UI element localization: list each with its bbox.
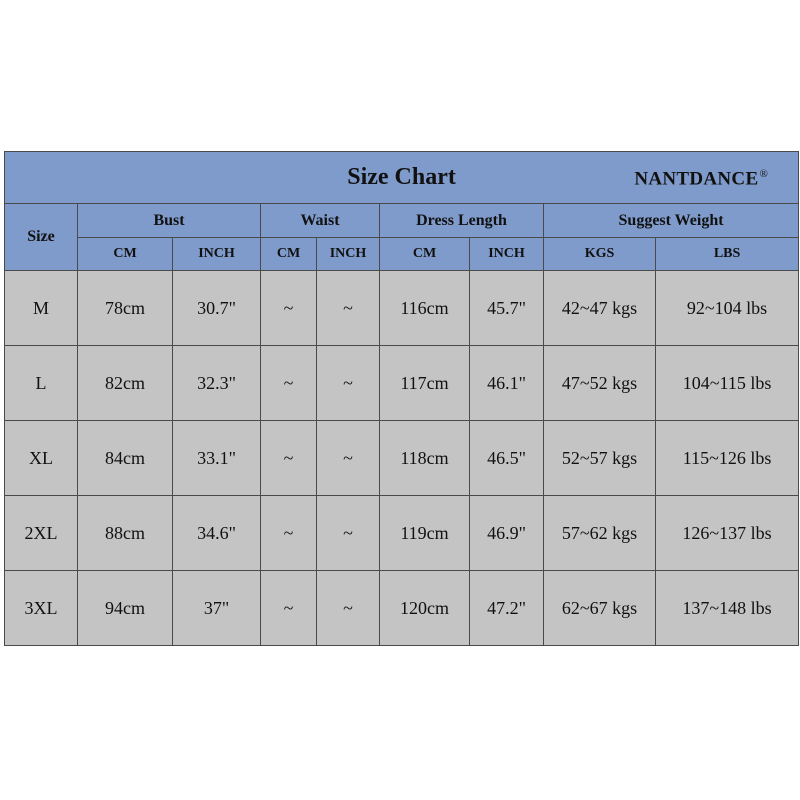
table-row bbox=[5, 496, 799, 571]
header-row bbox=[5, 204, 799, 238]
brand-logo bbox=[634, 168, 768, 190]
size-cell: 3XL bbox=[5, 571, 78, 646]
table-row bbox=[5, 271, 799, 346]
waist-cm-cell: ~ bbox=[261, 421, 317, 496]
table-row bbox=[5, 346, 799, 421]
waist-cm-cell: ~ bbox=[261, 496, 317, 571]
suggest-weight-header: Suggest Weight bbox=[544, 204, 799, 238]
waist-cm-cell: ~ bbox=[261, 271, 317, 346]
length-cm-cell: 117cm bbox=[380, 346, 470, 421]
size-cell: M bbox=[5, 271, 78, 346]
size-cell: L bbox=[5, 346, 78, 421]
waist-inch-cell: ~ bbox=[317, 571, 380, 646]
table-row bbox=[5, 571, 799, 646]
bust-cm-cell: 78cm bbox=[78, 271, 173, 346]
subheader-row bbox=[5, 238, 799, 271]
size-chart-table bbox=[4, 151, 799, 646]
bust-header: Bust bbox=[78, 204, 261, 238]
bust-cm-cell: 84cm bbox=[78, 421, 173, 496]
dress-length-header: Dress Length bbox=[380, 204, 544, 238]
length-inch-cell: 45.7" bbox=[470, 271, 544, 346]
size-rows bbox=[5, 271, 799, 646]
weight-lbs-header: LBS bbox=[656, 238, 799, 271]
bust-inch-cell: 37" bbox=[173, 571, 261, 646]
weight-kgs-cell: 52~57 kgs bbox=[544, 421, 656, 496]
table-row bbox=[5, 421, 799, 496]
waist-inch-cell: ~ bbox=[317, 421, 380, 496]
bust-inch-cell: 30.7" bbox=[173, 271, 261, 346]
bust-inch-header: INCH bbox=[173, 238, 261, 271]
bust-inch-cell: 33.1" bbox=[173, 421, 261, 496]
waist-cm-cell: ~ bbox=[261, 571, 317, 646]
length-inch-cell: 46.5" bbox=[470, 421, 544, 496]
weight-kgs-cell: 57~62 kgs bbox=[544, 496, 656, 571]
length-inch-cell: 46.9" bbox=[470, 496, 544, 571]
length-cm-cell: 119cm bbox=[380, 496, 470, 571]
weight-lbs-cell: 115~126 lbs bbox=[656, 421, 799, 496]
weight-kgs-cell: 47~52 kgs bbox=[544, 346, 656, 421]
waist-inch-header: INCH bbox=[317, 238, 380, 271]
length-cm-cell: 116cm bbox=[380, 271, 470, 346]
bust-inch-cell: 32.3" bbox=[173, 346, 261, 421]
waist-inch-cell: ~ bbox=[317, 496, 380, 571]
waist-inch-cell: ~ bbox=[317, 271, 380, 346]
length-inch-cell: 47.2" bbox=[470, 571, 544, 646]
registered-mark: ® bbox=[759, 168, 769, 180]
brand-name: NANTDANCE bbox=[634, 168, 759, 190]
bust-cm-cell: 82cm bbox=[78, 346, 173, 421]
waist-cm-header: CM bbox=[261, 238, 317, 271]
length-cm-cell: 118cm bbox=[380, 421, 470, 496]
weight-kgs-cell: 42~47 kgs bbox=[544, 271, 656, 346]
size-cell: XL bbox=[5, 421, 78, 496]
waist-inch-cell: ~ bbox=[317, 346, 380, 421]
size-cell: 2XL bbox=[5, 496, 78, 571]
waist-header: Waist bbox=[261, 204, 380, 238]
weight-kgs-cell: 62~67 kgs bbox=[544, 571, 656, 646]
chart-title: Size Chart bbox=[347, 164, 456, 190]
bust-cm-header: CM bbox=[78, 238, 173, 271]
weight-lbs-cell: 137~148 lbs bbox=[656, 571, 799, 646]
weight-lbs-cell: 126~137 lbs bbox=[656, 496, 799, 571]
bust-inch-cell: 34.6" bbox=[173, 496, 261, 571]
length-inch-header: INCH bbox=[470, 238, 544, 271]
weight-lbs-cell: 104~115 lbs bbox=[656, 346, 799, 421]
title-row bbox=[5, 152, 799, 204]
title-cell bbox=[5, 152, 799, 204]
weight-kgs-header: KGS bbox=[544, 238, 656, 271]
bust-cm-cell: 94cm bbox=[78, 571, 173, 646]
waist-cm-cell: ~ bbox=[261, 346, 317, 421]
length-inch-cell: 46.1" bbox=[470, 346, 544, 421]
length-cm-cell: 120cm bbox=[380, 571, 470, 646]
length-cm-header: CM bbox=[380, 238, 470, 271]
weight-lbs-cell: 92~104 lbs bbox=[656, 271, 799, 346]
bust-cm-cell: 88cm bbox=[78, 496, 173, 571]
size-header: Size bbox=[5, 204, 78, 271]
